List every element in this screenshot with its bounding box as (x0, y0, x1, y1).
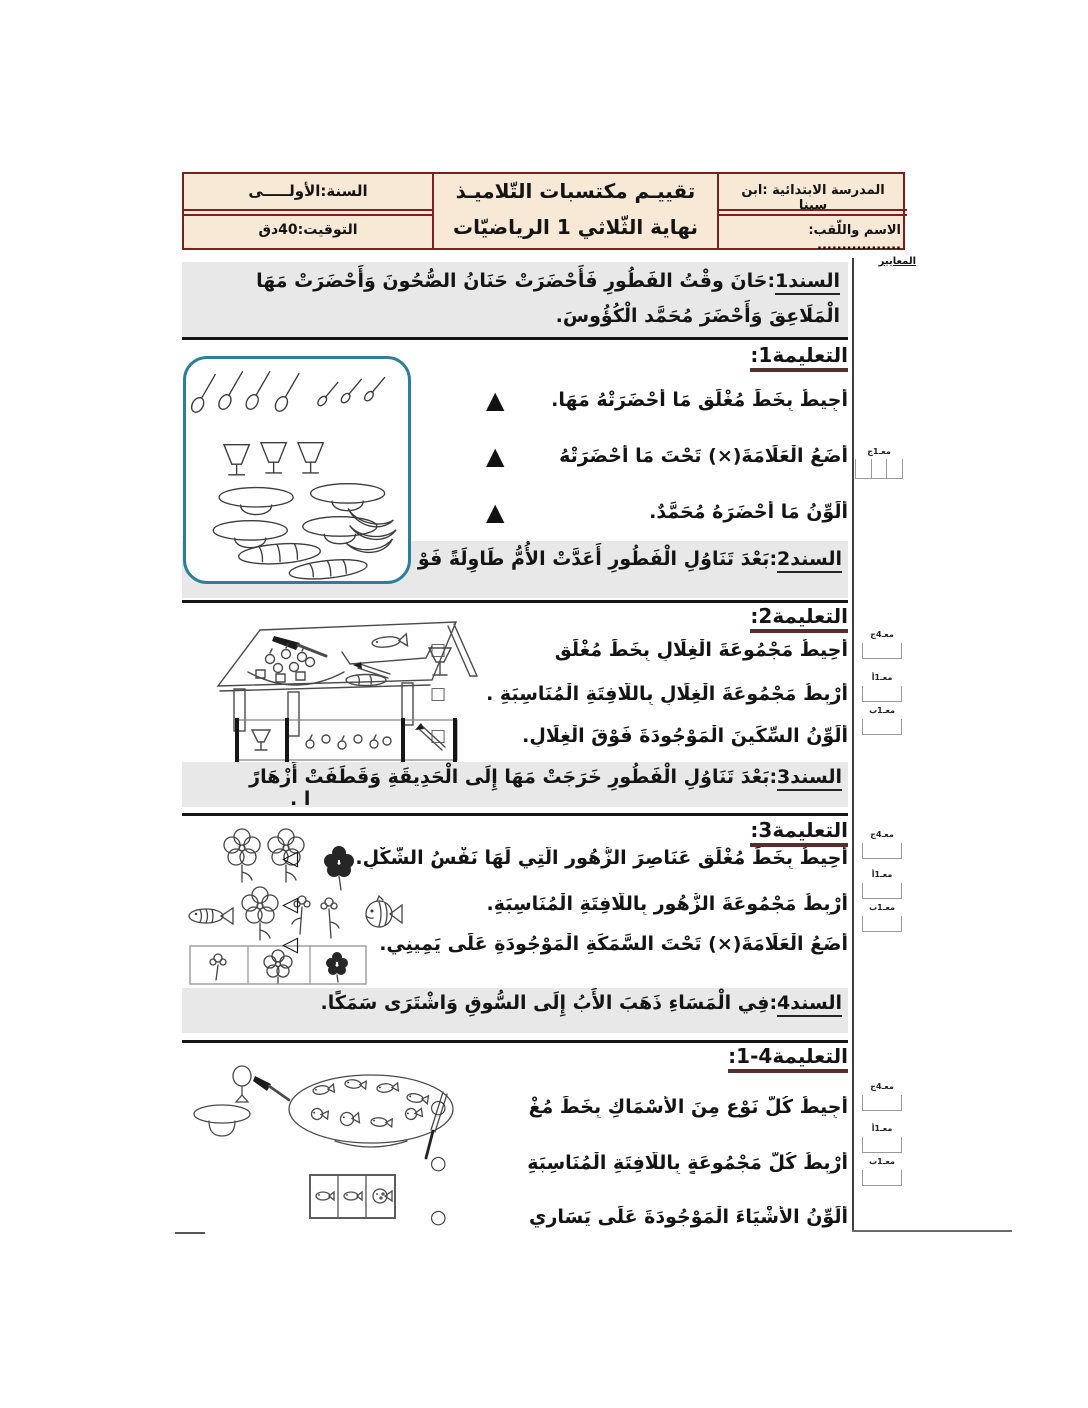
criterion-score-box (862, 916, 902, 932)
criteria-column-title: المعايير (878, 256, 916, 267)
talima2-item-3 (430, 716, 848, 756)
instruction-text: أُحِيطُ مَجْمُوعَةَ الْغِلَالِ بِخَطٍّ مُغْلَقٍ (554, 639, 848, 661)
criterion-label: معـ1ب (869, 903, 895, 912)
instruction-text: أَرْبِطُ مَجْمُوعَةَ الْغِلَالِ بِاللَّافِتَةِ الْمُنَاسِبَةِ . (486, 683, 848, 705)
circle-bullet-icon: ○ (430, 1151, 447, 1174)
section-divider (182, 600, 848, 603)
instruction-text: أَرْبِطُ مَجْمُوعَةَ الزُّهُورِ بِاللَّافِتَةِ الْمُنَاسِبَةِ. (486, 893, 848, 915)
sanad3-title: السند3 (777, 766, 842, 791)
triangle-bullet-icon: ▲ (486, 442, 505, 470)
criterion-label: معـ4ج (870, 1082, 894, 1091)
fish-platter-illustration (185, 1062, 455, 1220)
circle-bullet-icon: ○ (430, 1095, 447, 1118)
open-triangle-bullet-icon: ◁ (282, 931, 299, 956)
breakfast-items-illustration (186, 359, 408, 581)
sanad3-text-wrap: ا . (290, 788, 311, 807)
header-row-divider (719, 214, 907, 216)
instruction-text: أُلَوِّنُ الأَشْيَاءَ الْمَوْجُودَةَ عَلَى يَسَارِي (529, 1206, 848, 1228)
year-label: السنة:الأولـــــى (248, 182, 368, 200)
instruction-text: أُلَوِّنُ مَا أَحْضَرَهُ مُحَمَّدٌ. (649, 501, 848, 523)
margin-bottom-line (852, 1230, 1012, 1232)
student-name-field: الاسم واللّقب: ................. (808, 223, 901, 253)
criterion-label: معـ1أ (871, 1124, 893, 1133)
section-divider (182, 813, 848, 816)
talima4-title: التعليمة4-1: (728, 1044, 848, 1073)
time-label: التوقيت:40دق (258, 222, 358, 238)
criterion-score-box (862, 1170, 902, 1186)
criterion-label: معـ1ج (867, 447, 891, 456)
criterion-label: معـ1ب (869, 1157, 895, 1166)
instruction-text: أُحِيطُ بِخَطٍّ مُغْلَقٍ عَنَاصِرَ الزُّهُورِ الَّتِي لَهَا نَفْسُ الشَّكْلِ. (355, 847, 848, 869)
talima3-title: التعليمة3: (750, 818, 848, 847)
talima1-item-2 (486, 434, 848, 478)
table-food-illustration (190, 612, 480, 767)
instruction-text: أُجِيطُ بِخَطٍّ مُغْلَقٍ مَا أَحْضَرَتْهُ مَهَا. (551, 389, 848, 411)
talima2-item-2 (430, 674, 848, 714)
footnote-dash (175, 1232, 205, 1234)
criterion-score-box (862, 843, 902, 859)
score-box-tick (871, 459, 872, 478)
criterion-score-box (862, 643, 902, 659)
sanad1-band (182, 262, 848, 337)
header-row-divider (184, 209, 432, 211)
breakfast-picture-frame (183, 356, 411, 584)
criterion-label: معـ1أ (871, 673, 893, 682)
talima2-item-1 (430, 630, 848, 670)
open-triangle-bullet-icon: ◁ (282, 845, 299, 870)
sanad2-title: السند2 (777, 548, 842, 573)
triangle-bullet-icon: ▲ (486, 498, 505, 526)
open-triangle-bullet-icon: ◁ (282, 891, 299, 916)
talima4-item-3 (430, 1194, 848, 1240)
instruction-text: أَرْبِطُ كُلَّ مَجْمُوعَةٍ بِاللَّافِتَةِ الْمُنَاسِبَةِ (527, 1152, 848, 1174)
instruction-text: أُجِيطُ كُلَّ نَوْعٍ مِنَ الأَسْمَاكِ بِخَطٍّ مُغْ (528, 1096, 848, 1118)
triangle-bullet-icon: ▲ (486, 386, 505, 414)
test-title-line2: نهاية الثّلاثي 1 الرياضيّات (452, 215, 699, 239)
talima1-item-1 (486, 378, 848, 422)
talima3-item-1 (282, 838, 848, 878)
score-box-tick (886, 459, 887, 478)
section-divider (182, 1040, 848, 1043)
circle-bullet-icon: ○ (430, 1205, 447, 1228)
criterion-score-box (855, 459, 903, 479)
header-table (182, 172, 905, 253)
sanad2-text: :بَعْدَ تَنَاوُلِ الْفَطُورِ أَعَدَّتْ الأُمُّ طَاوِلَةً فَوْ (417, 548, 778, 570)
header-col-divider-2 (717, 174, 719, 248)
sanad4-band (182, 988, 848, 1033)
criterion-score-box (862, 686, 902, 702)
square-bullet-icon: □ (430, 639, 447, 660)
instruction-text: أَضَعُ الْعَلَامَةَ(×) تَحْتَ مَا أَحْضَرَتْهُ (559, 445, 848, 467)
sanad1-text: :حَانَ وقْتُ الفَطُورِ فَأَحْضَرَتْ حَنَانُ الصُّحُونَ وَأَحْضَرَتْ مَهَا الْمَلَاعِقَ وَأَحْضَرَ مُحَمَّد الْكُؤُوسَ. (256, 270, 840, 327)
talima1-item-3 (486, 490, 848, 534)
criterion-label: معـ4ج (870, 630, 894, 639)
criterion-score-box (862, 883, 902, 899)
criterion-label: معـ4ج (870, 830, 894, 839)
sanad4-title: السند4 (777, 992, 842, 1017)
criterion-score-box (862, 1137, 902, 1153)
criterion-score-box (862, 1095, 902, 1111)
test-title-line1: تقييـم مكتسبات التّلاميـذ (455, 179, 696, 203)
talima3-item-3 (282, 924, 848, 964)
sanad3-text: :بَعْدَ تَنَاوُلِ الْفَطُورِ خَرَجَتْ مَهَا إِلَى الْحَدِيقَةِ وَقَطَفَتْ أَزْهَارً (249, 766, 778, 788)
talima3-item-2 (282, 884, 848, 924)
margin-divider-line (852, 258, 854, 1232)
sanad1-title: السند1 (775, 270, 840, 295)
talima2-title: التعليمة2: (750, 604, 848, 633)
criterion-label: معـ1أ (871, 870, 893, 879)
talima1-title: التعليمة1: (750, 343, 848, 372)
header-row-divider (184, 214, 432, 216)
criterion-label: معـ1ب (869, 706, 895, 715)
square-bullet-icon: □ (430, 683, 447, 704)
section-divider (182, 337, 848, 340)
sanad4-text: :فِي الْمَسَاءِ ذَهَبَ الأَبُ إِلَى السُّوقِ وَاشْتَرَى سَمَكًا. (320, 992, 778, 1014)
school-name: المدرسة الابتدائية :ابن سينا (741, 183, 885, 213)
instruction-text: أُلَوِّنُ السِّكِّينَ الْمَوْجُودَةَ فَوْقَ الْغِلَالِ. (522, 725, 848, 747)
sanad3-band (182, 762, 848, 807)
square-bullet-icon: □ (430, 725, 447, 746)
criterion-score-box (862, 719, 902, 735)
talima4-item-2 (430, 1140, 848, 1186)
header-col-divider-1 (432, 174, 434, 248)
instruction-text: أَضَعُ الْعَلَامَةَ(×) تَحْتَ السَّمَكَةِ الْمَوْجُودَةِ عَلَى يَمِينِي. (379, 933, 848, 955)
talima4-item-1 (430, 1084, 848, 1130)
